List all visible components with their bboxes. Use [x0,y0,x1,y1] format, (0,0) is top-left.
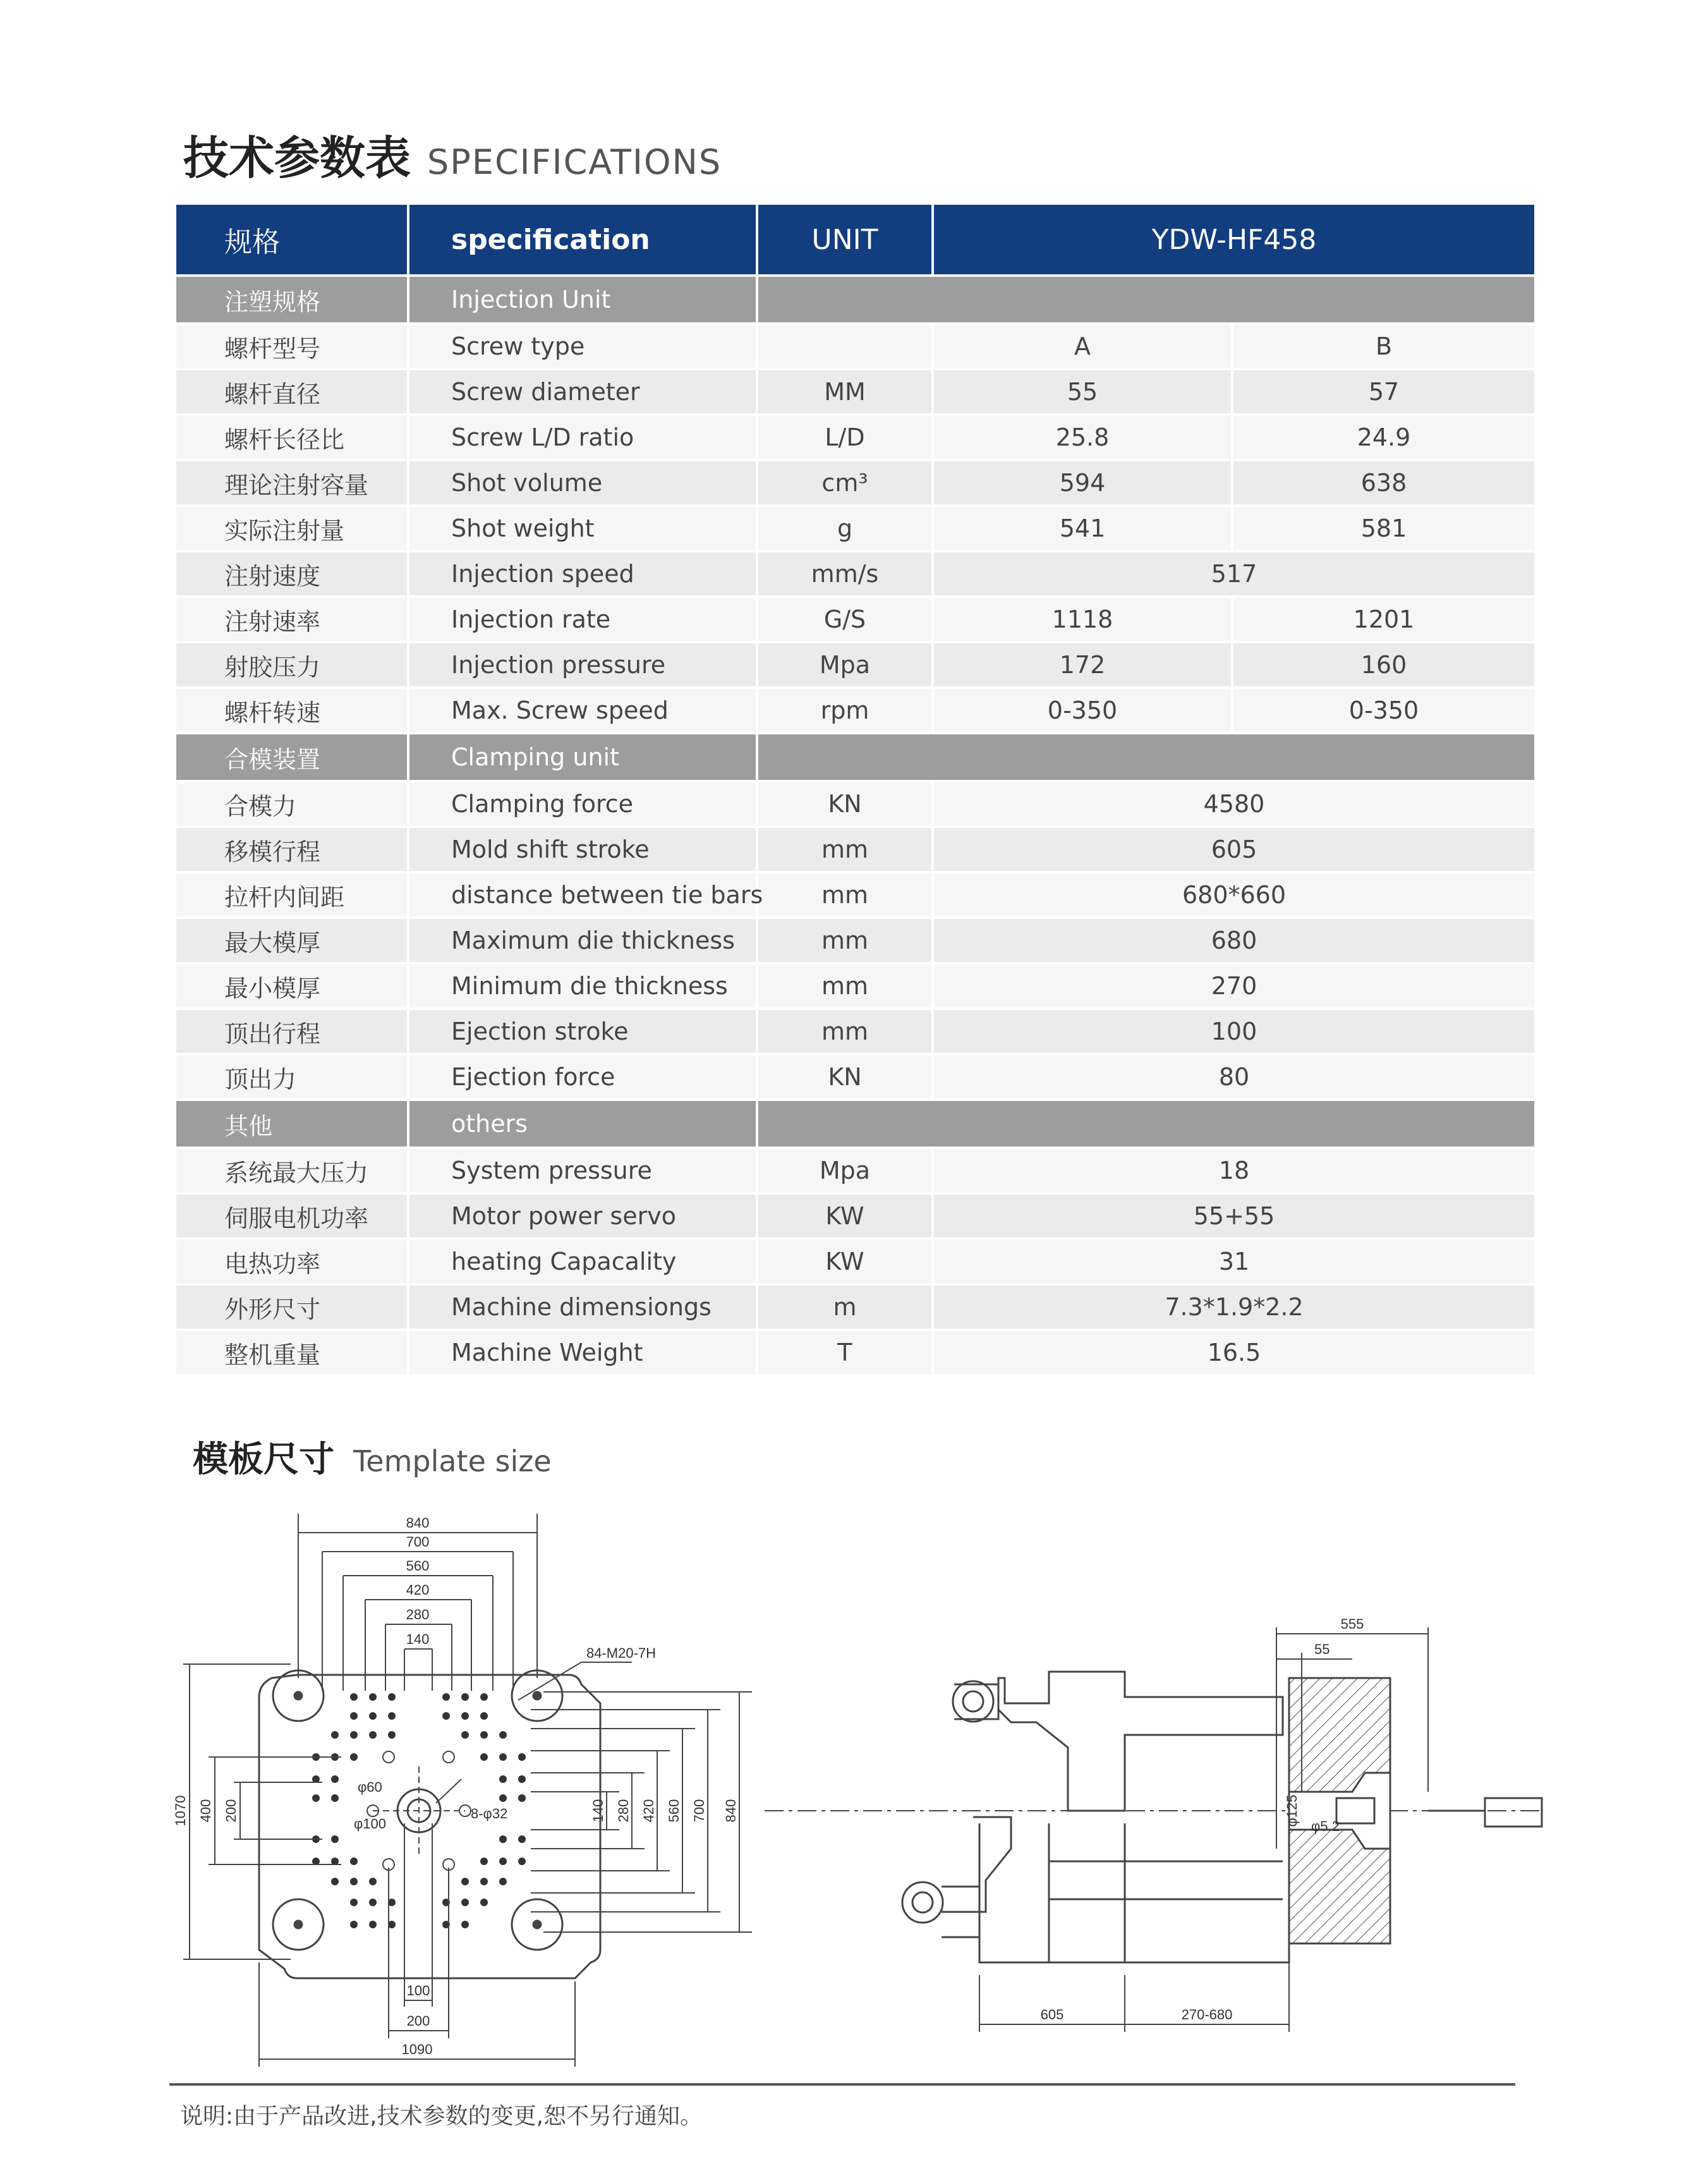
row-cn: 顶出行程 [176,1009,408,1054]
section-en: Clamping unit [408,733,757,781]
row-cn: 注射速度 [176,551,408,597]
row-value: 31 [933,1239,1534,1284]
row-unit: g [757,506,933,551]
row-cn: 伺服电机功率 [176,1193,408,1239]
row-unit: mm [757,1009,933,1054]
row-value: 16.5 [933,1330,1534,1375]
dim-phi100: φ100 [354,1816,386,1832]
dim-560: 560 [406,1558,430,1574]
table-row [176,1009,1534,1054]
section-en: others [408,1100,757,1148]
row-cn: 注射速率 [176,597,408,642]
stationary-platen [979,1823,1289,1962]
row-value-b: 581 [1232,506,1534,551]
table-header [176,205,1534,276]
row-cn: 整机重量 [176,1330,408,1375]
row-unit: KN [757,781,933,827]
table-row [176,688,1534,733]
row-value-b: 57 [1232,369,1534,415]
footnote: 说明:由于产品改进,技术参数的变更,恕不另行通知。 [180,2103,703,2129]
row-value: 605 [933,827,1534,872]
row-en: Clamping force [408,781,757,827]
dim-1090: 1090 [401,2041,433,2057]
row-value-a: 541 [933,506,1232,551]
row-unit [757,324,933,369]
dim-280-right: 280 [615,1799,631,1823]
row-en: heating Capacality [408,1239,757,1284]
row-cn: 外形尺寸 [176,1284,408,1330]
row-unit: MM [757,369,933,415]
table-row [176,1239,1534,1284]
section-en: Injection Unit [408,276,757,324]
section-blank [757,1100,1534,1148]
dim-840: 840 [406,1515,430,1531]
row-unit: KN [757,1054,933,1100]
row-value-b: 638 [1232,460,1534,506]
table-row [176,1148,1534,1193]
dim-555: 555 [1340,1616,1364,1632]
table-row [176,1193,1534,1239]
table-row [176,415,1534,460]
row-unit: KW [757,1239,933,1284]
table-row [176,1284,1534,1330]
row-cn: 螺杆长径比 [176,415,408,460]
dim-phi5-2: φ5.2 [1311,1818,1340,1834]
section-cn: 注塑规格 [176,276,408,324]
row-en: Shot weight [408,506,757,551]
table-row [176,551,1534,597]
row-unit: T [757,1330,933,1375]
dim-270-680: 270-680 [1181,2007,1233,2022]
pivot-eye [902,1882,943,1923]
hole-label: 84-M20-7H [586,1645,657,1661]
row-en: Motor power servo [408,1193,757,1239]
row-cn: 理论注射容量 [176,460,408,506]
row-en: Screw L/D ratio [408,415,757,460]
row-en: Maximum die thickness [408,918,757,963]
row-value-a: A [933,324,1232,369]
table-row [176,460,1534,506]
row-value-b: 24.9 [1232,415,1534,460]
dim-400: 400 [198,1799,214,1823]
row-cn: 系统最大压力 [176,1148,408,1193]
dim-840-right: 840 [723,1799,739,1823]
row-unit: Mpa [757,642,933,688]
machine-side-view [765,1627,1542,2032]
table-row [176,597,1534,642]
row-en: System pressure [408,1148,757,1193]
row-cn: 拉杆内间距 [176,872,408,918]
row-unit: mm [757,918,933,963]
dim-8-phi32: 8-φ32 [471,1806,508,1821]
row-unit: Mpa [757,1148,933,1193]
section-cn: 合模装置 [176,733,408,781]
row-cn: 最小模厚 [176,963,408,1009]
nozzle [1485,1798,1542,1827]
table-row [176,918,1534,963]
row-value: 270 [933,963,1534,1009]
row-cn: 实际注射量 [176,506,408,551]
row-cn: 顶出力 [176,1054,408,1100]
row-value: 80 [933,1054,1534,1100]
bottom-dimensions [259,1823,575,2067]
dim-phi60: φ60 [358,1779,382,1795]
row-value: 18 [933,1148,1534,1193]
row-en: Mold shift stroke [408,827,757,872]
table-row [176,1330,1534,1375]
row-unit: mm [757,963,933,1009]
row-unit: m [757,1284,933,1330]
header-en: specification [408,205,757,276]
row-cn: 电热功率 [176,1239,408,1284]
row-en: Max. Screw speed [408,688,757,733]
row-unit: mm/s [757,551,933,597]
row-value-a: 0-350 [933,688,1232,733]
row-en: Screw type [408,324,757,369]
table-row [176,1054,1534,1100]
row-unit: KW [757,1193,933,1239]
section-cn: 其他 [176,1100,408,1148]
table-row [176,324,1534,369]
dim-420-right: 420 [641,1799,657,1823]
section-row [176,276,1534,324]
table-row [176,963,1534,1009]
dim-1070: 1070 [173,1795,188,1827]
platen-front-view [183,1514,752,2067]
pivot-eye [953,1681,993,1722]
dim-phi125: φ125 [1284,1794,1300,1827]
row-unit: L/D [757,415,933,460]
row-value-b: 160 [1232,642,1534,688]
row-en: Injection speed [408,551,757,597]
title-cn: 技术参数表 [183,131,411,185]
row-cn: 螺杆转速 [176,688,408,733]
dim-200-left: 200 [223,1799,239,1823]
table-row [176,781,1534,827]
section-row [176,1100,1534,1148]
dim-700-right: 700 [691,1799,707,1823]
template-title-cn: 模板尺寸 [193,1439,334,1480]
row-cn: 合模力 [176,781,408,827]
header-unit: UNIT [757,205,933,276]
table-row [176,506,1534,551]
row-unit: mm [757,827,933,872]
row-en: Screw diameter [408,369,757,415]
row-unit: rpm [757,688,933,733]
row-cn: 移模行程 [176,827,408,872]
dim-560-right: 560 [666,1799,682,1823]
row-unit: cm³ [757,460,933,506]
row-value: 7.3*1.9*2.2 [933,1284,1534,1330]
section-blank [757,733,1534,781]
row-en: Machine dimensiongs [408,1284,757,1330]
header-model: YDW-HF458 [933,205,1534,276]
template-title-en: Template size [353,1444,552,1478]
header-cn: 规格 [176,205,408,276]
section-blank [757,276,1534,324]
row-value-a: 172 [933,642,1232,688]
dim-200: 200 [406,2013,430,2029]
row-value: 517 [933,551,1534,597]
row-en: Shot volume [408,460,757,506]
row-en: Minimum die thickness [408,963,757,1009]
row-value: 680*660 [933,872,1534,918]
specifications-table [176,205,1534,1377]
row-value-a: 1118 [933,597,1232,642]
row-value-b: 0-350 [1232,688,1534,733]
row-value-b: 1201 [1232,597,1534,642]
dim-140-right: 140 [590,1799,606,1823]
dim-280: 280 [406,1607,430,1622]
row-unit: G/S [757,597,933,642]
row-en: Injection rate [408,597,757,642]
row-en: Machine Weight [408,1330,757,1375]
row-cn: 最大模厚 [176,918,408,963]
dim-605: 605 [1040,2007,1064,2022]
row-cn: 射胶压力 [176,642,408,688]
page-title [183,121,722,187]
template-size-title [193,1432,552,1482]
row-unit: mm [757,872,933,918]
dim-140: 140 [406,1631,430,1647]
row-value-a: 594 [933,460,1232,506]
row-en: Ejection force [408,1054,757,1100]
row-value: 4580 [933,781,1534,827]
moving-platen-body [998,1672,1283,1811]
dim-55: 55 [1314,1641,1330,1657]
dim-100: 100 [406,1983,430,1998]
row-en: distance between tie bars [408,872,757,918]
row-value: 680 [933,918,1534,963]
row-value-a: 25.8 [933,415,1232,460]
table-row [176,369,1534,415]
table-row [176,642,1534,688]
row-cn: 螺杆直径 [176,369,408,415]
row-value: 100 [933,1009,1534,1054]
rear-link [942,1817,1011,1912]
row-value-b: B [1232,324,1534,369]
section-row [176,733,1534,781]
table-row [176,827,1534,872]
dim-700: 700 [406,1534,430,1550]
row-value-a: 55 [933,369,1232,415]
dim-420: 420 [406,1582,430,1598]
row-cn: 螺杆型号 [176,324,408,369]
table-row [176,872,1534,918]
title-en: SPECIFICATIONS [427,142,722,182]
template-drawing [164,1495,1554,2076]
row-value: 55+55 [933,1193,1534,1239]
footer-divider [169,2083,1515,2086]
row-en: Injection pressure [408,642,757,688]
row-en: Ejection stroke [408,1009,757,1054]
